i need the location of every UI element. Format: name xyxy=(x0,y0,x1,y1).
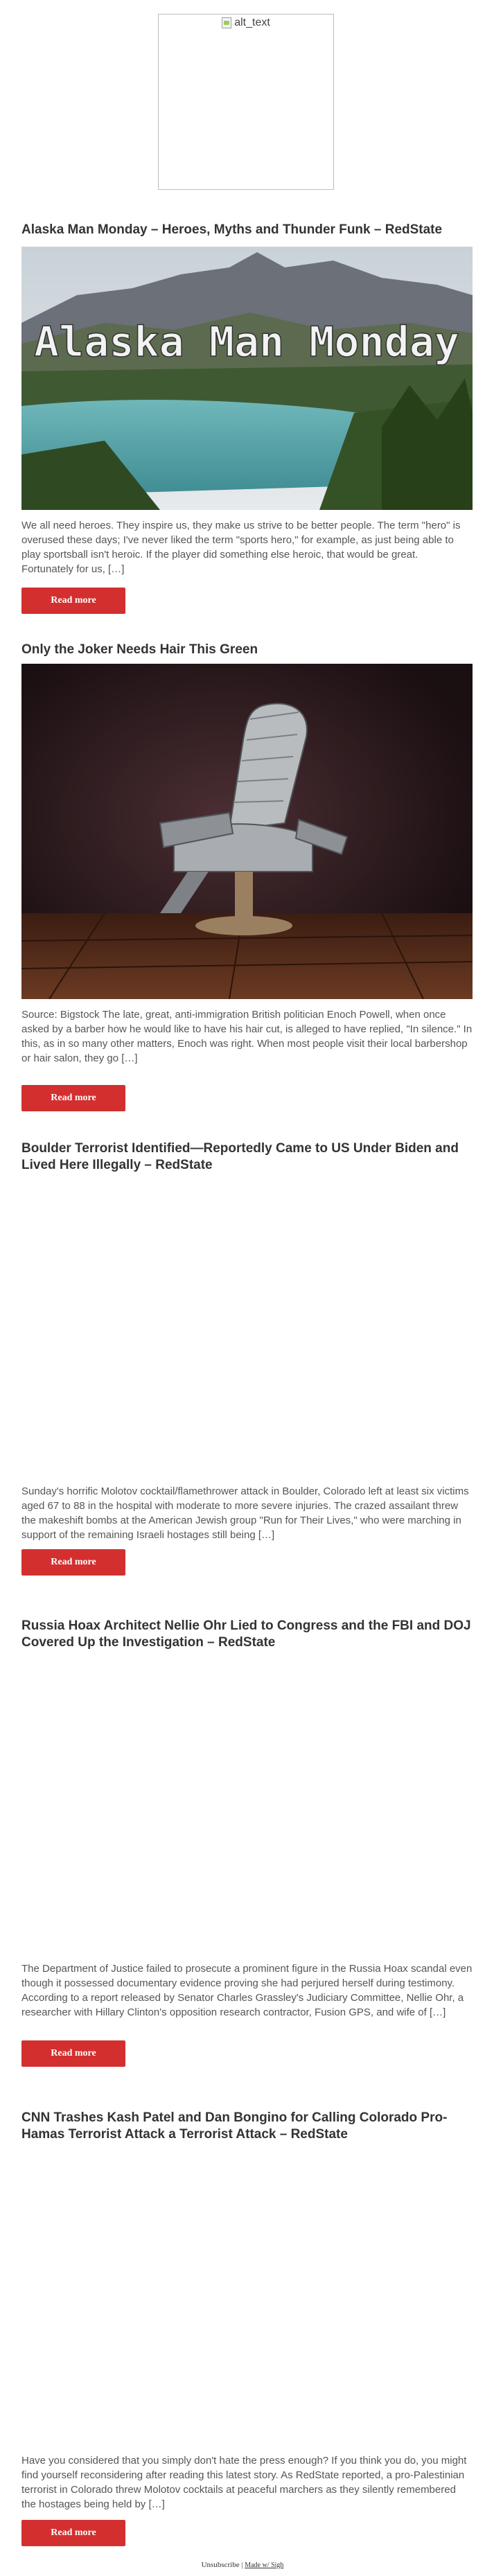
article-excerpt: Sunday's horrific Molotov cocktail/flamethrower attack in Boulder, Colorado left at least six victims aged 67 to 88 in the hospital with moderate to more severe injuries. The crazed assailant threw the makeshift bombs at the American Jewish group "Run for Their Lives," who were marching in support of the remaining Israeli hostages still being […] xyxy=(21,1485,469,1541)
unsubscribe-link[interactable]: Unsubscribe xyxy=(201,2561,240,2569)
article-excerpt: Source: Bigstock The late, great, anti-immigration British politician Enoch Powell, when once asked by a barber how he would like to have his hair cut, is alleged to have replied, "In silence." In this, as in so many other matters, Enoch was right. When most people visit their local barbershop or hair salon, they go […] xyxy=(21,1009,473,1064)
article-title[interactable]: CNN Trashes Kash Patel and Dan Bongino for Calling Colorado Pro-Hamas Terrorist Attack a Terrorist Attack – RedState xyxy=(21,2110,448,2142)
alaska-landscape-image xyxy=(21,247,473,510)
article-card xyxy=(21,2110,473,2538)
barber-chair-image xyxy=(21,664,473,999)
logo-alt-text: alt_text xyxy=(234,17,270,28)
footer-separator: | xyxy=(239,2561,245,2569)
article-image-placeholder[interactable] xyxy=(21,2149,473,2446)
article-title[interactable]: Russia Hoax Architect Nellie Ohr Lied to Congress and the FBI and DOJ Covered Up the Investigation – RedState xyxy=(21,1618,471,1650)
logo-image xyxy=(158,14,334,190)
article-card xyxy=(21,642,473,1103)
article-image-placeholder[interactable] xyxy=(21,1179,473,1477)
hero-overlay-text: Alaska Man Monday xyxy=(33,318,460,367)
article-title[interactable]: Alaska Man Monday – Heroes, Myths and Thunder Funk – RedState xyxy=(21,222,443,237)
read-more-button[interactable]: Read more xyxy=(21,1549,125,1576)
footer xyxy=(0,2561,485,2569)
article-card xyxy=(21,1140,473,1567)
article-image[interactable] xyxy=(21,247,473,510)
read-more-button[interactable]: Read more xyxy=(21,2520,125,2546)
article-excerpt: We all need heroes. They inspire us, they make us strive to be better people. The term "hero" is overused these days; I've never liked the term "sports hero," for example, as just being able to play sportsball isn't heroic. If the player did something else heroic, that would be great. Fortunately for us, […] xyxy=(21,520,461,575)
article-card xyxy=(21,222,473,606)
made-with-link[interactable]: Made w/ Sigh xyxy=(245,2561,284,2569)
article-excerpt: The Department of Justice failed to prosecute a prominent figure in the Russia Hoax scandal even though it possessed documentary evidence proving she had perjured herself during testimony. According to a report released by Senator Charles Grassley's Judiciary Committee, Nellie Ohr, a researcher with Hillary Clinton's opposition research contractor, Fusion GPS, and wife of […] xyxy=(21,1963,473,2018)
article-image-placeholder[interactable] xyxy=(21,1657,473,1955)
read-more-button[interactable]: Read more xyxy=(21,2040,125,2067)
article-title[interactable]: Boulder Terrorist Identified—Reportedly Came to US Under Biden and Lived Here Illegally – RedState xyxy=(21,1141,459,1172)
article-card xyxy=(21,1618,473,2058)
article-excerpt: Have you considered that you simply don't hate the press enough? If you think you do, you might find yourself reconsidering after reading this latest story. As RedState reported, a pro-Palestinian terrorist in Colorado threw Molotov cocktails at peaceful marchers as they silently remembered the hostages being held by […] xyxy=(21,2455,467,2510)
read-more-button[interactable]: Read more xyxy=(21,588,125,614)
article-image[interactable] xyxy=(21,664,473,999)
broken-image-icon xyxy=(222,17,231,28)
article-title[interactable]: Only the Joker Needs Hair This Green xyxy=(21,642,258,657)
read-more-button[interactable]: Read more xyxy=(21,1085,125,1111)
